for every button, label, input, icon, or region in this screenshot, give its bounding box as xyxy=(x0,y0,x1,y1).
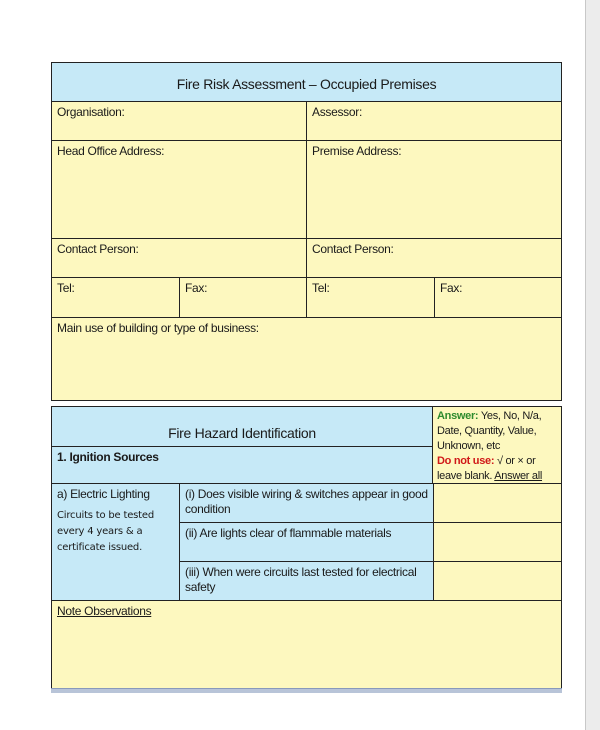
electric-lighting-note: Circuits to be tested every 4 years & a certificate issued. xyxy=(57,510,154,553)
do-not-use-text: √ or × or leave blank. xyxy=(437,455,536,482)
premise-address-field[interactable] xyxy=(306,140,562,239)
answer-legend-text: Yes, No, N/a, Date, Quantity, Value, Unknown, etc xyxy=(437,410,542,452)
fax-left-field[interactable] xyxy=(179,277,307,318)
tel-right-label: Tel: xyxy=(312,281,330,295)
head-office-address-field[interactable] xyxy=(51,140,307,239)
fax-left-label: Fax: xyxy=(185,281,208,295)
answer-legend xyxy=(432,406,562,484)
contact-person-left-field[interactable] xyxy=(51,238,307,278)
note-observations-label: Note Observations xyxy=(57,604,152,618)
question-row: (iii) When were circuits last tested for electrical safety xyxy=(179,561,434,601)
fax-right-label: Fax: xyxy=(440,281,463,295)
tel-right-field[interactable] xyxy=(306,277,435,318)
question-row: (ii) Are lights clear of flammable materials xyxy=(179,522,434,562)
question-row: (i) Does visible wiring & switches appear in good condition xyxy=(179,483,434,523)
ignition-sources-heading: 1. Ignition Sources xyxy=(51,446,433,484)
tel-left-label: Tel: xyxy=(57,281,75,295)
head-office-address-label: Head Office Address: xyxy=(57,144,165,158)
organisation-label: Organisation: xyxy=(57,105,125,119)
assessor-label: Assessor: xyxy=(312,105,362,119)
note-observations-field[interactable] xyxy=(51,600,562,689)
answer-all-questions-text: Answer all xyxy=(494,470,543,482)
scrollbar[interactable] xyxy=(586,0,600,730)
electric-lighting-item xyxy=(51,483,180,601)
answer-field[interactable] xyxy=(433,483,562,523)
answer-field[interactable] xyxy=(433,561,562,601)
main-use-label: Main use of building or type of business: xyxy=(57,321,259,335)
organisation-field[interactable] xyxy=(51,101,307,141)
contact-person-left-label: Contact Person: xyxy=(57,242,139,256)
answer-field[interactable] xyxy=(433,522,562,562)
contact-person-right-field[interactable] xyxy=(306,238,562,278)
main-use-field[interactable] xyxy=(51,317,562,401)
table-bottom-border xyxy=(51,688,562,693)
do-not-use-label: Do not use: xyxy=(437,455,495,467)
tel-left-field[interactable] xyxy=(51,277,180,318)
form-title: Fire Risk Assessment – Occupied Premises xyxy=(51,62,562,102)
hazard-section-title: Fire Hazard Identification xyxy=(51,406,433,447)
fax-right-field[interactable] xyxy=(434,277,562,318)
answer-legend-label: Answer: xyxy=(437,410,479,422)
contact-person-right-label: Contact Person: xyxy=(312,242,394,256)
assessor-field[interactable] xyxy=(306,101,562,141)
electric-lighting-label: a) Electric Lighting xyxy=(57,487,150,501)
premise-address-label: Premise Address: xyxy=(312,144,402,158)
